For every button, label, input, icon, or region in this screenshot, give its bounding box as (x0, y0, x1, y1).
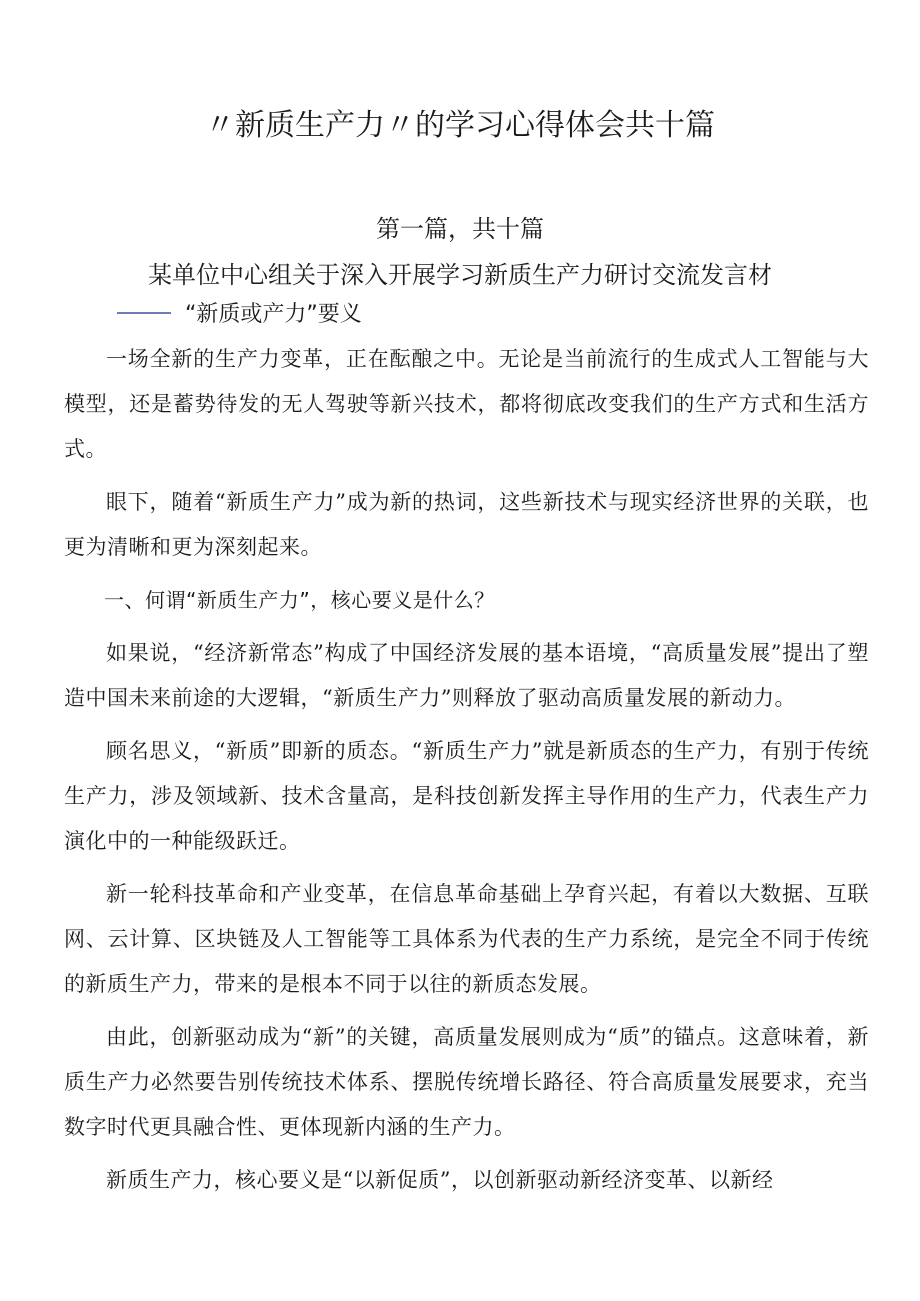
paragraph: 由此，创新驱动成为“新”的关键，高质量发展则成为“质”的锚点。这意味着，新质生产力必然要告别传统技术体系、摆脱传统增长路径、符合高质量发展要求，充当数字时代更具融合性、更体现新内涵的生产力。 (64, 1025, 869, 1139)
subtitle: “新质或产力”要义 (185, 302, 362, 327)
heading-1: 一、何谓“新质生产力”，核心要义是什么？ (104, 588, 495, 612)
paragraph: 新一轮科技革命和产业变革，在信息革命基础上孕育兴起，有着以大数据、互联网、云计算、区块链及人工智能等工具体系为代表的生产力系统，是完全不同于传统的新质生产力，带来的是根本不同于以往的新质态发展。 (64, 882, 869, 996)
paragraph: 一场全新的生产力变革，正在酝酿之中。无论是当前流行的生成式人工智能与大模型，还是蓄势待发的无人驾驶等新兴技术，都将彻底改变我们的生产方式和生活方式。 (64, 347, 869, 461)
dash-line (117, 312, 171, 314)
paragraph: 眼下，随着“新质生产力”成为新的热词，这些新技术与现实经济世界的关联，也更为清晰和更为深刻起来。 (64, 490, 869, 559)
subtitle-row (117, 297, 362, 328)
paragraph: 新质生产力，核心要义是“以新促质”，以创新驱动新经济变革、以新经 (106, 1168, 774, 1192)
paragraph: 如果说，“经济新常态”构成了中国经济发展的基本语境，“高质量发展”提出了塑造中国未来前途的大逻辑，“新质生产力”则释放了驱动高质量发展的新动力。 (64, 641, 869, 710)
paragraph: 顾名思义，“新质”即新的质态。“新质生产力”就是新质态的生产力，有别于传统生产力，涉及领域新、技术含量高，是科技创新发挥主导作用的生产力，代表生产力演化中的一种能级跃迁。 (64, 739, 869, 853)
section-number: 第一篇，共十篇 (376, 215, 544, 243)
document-title: 〃新质生产力〃的学习心得体会共十篇 (205, 108, 715, 143)
section-title: 某单位中心组关于深入开展学习新质生产力研讨交流发言材 (148, 261, 772, 289)
document-body (64, 337, 869, 1211)
